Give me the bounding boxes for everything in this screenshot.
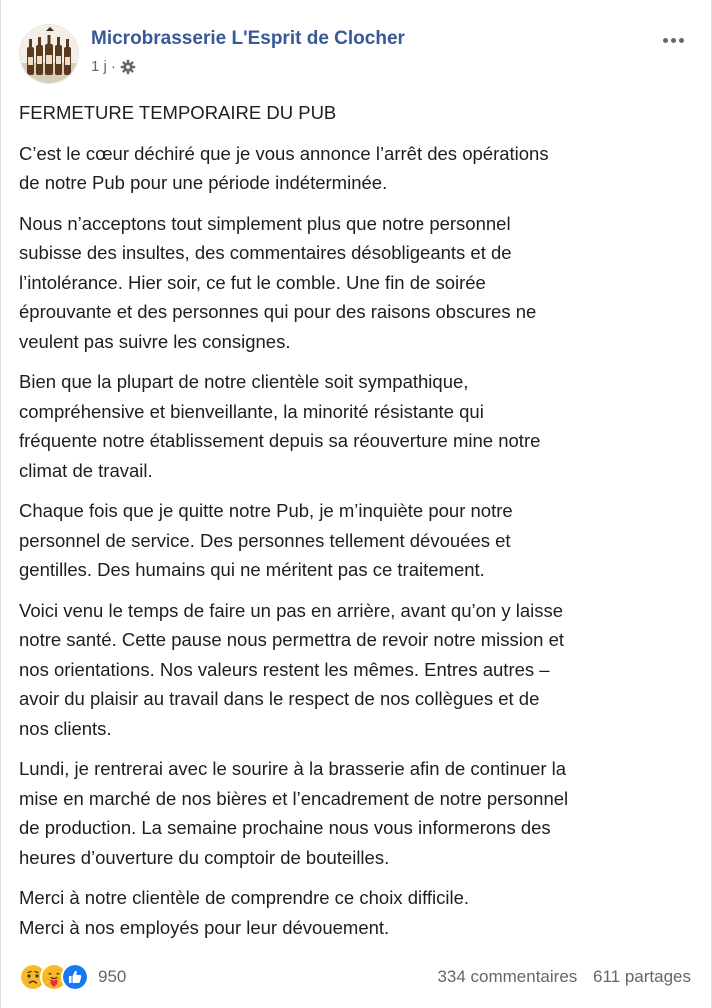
post-text-line: subisse des insultes, des commentaires désobligeants et de bbox=[19, 242, 512, 263]
post-text bbox=[19, 98, 699, 953]
post-text-line: nos clients. bbox=[19, 717, 112, 739]
post-paragraph bbox=[19, 209, 699, 357]
post-text-line: personnel de service. Des personnes tellement dévouées et bbox=[19, 529, 511, 551]
post-timestamp[interactable]: 1 j bbox=[91, 58, 107, 75]
post-header bbox=[19, 22, 695, 86]
post-text-line: Nous n’acceptons tout simplement plus que notre personnel bbox=[19, 212, 511, 234]
post-text-line: l’intolérance. Hier soir, ce fut le comble. Une fin de soirée bbox=[19, 271, 486, 293]
post-text-line: C’est le cœur déchiré que je vous annonce l’arrêt des opérations bbox=[19, 142, 549, 164]
meta-separator: · bbox=[110, 58, 116, 75]
post-paragraph bbox=[19, 139, 699, 198]
post-footer bbox=[19, 960, 691, 996]
post-text-line: FERMETURE TEMPORAIRE DU PUB bbox=[19, 102, 337, 123]
post-text-line: éprouvante et des personnes qui pour des raisons obscures ne bbox=[19, 301, 537, 322]
post-text-line: climat de travail. bbox=[19, 459, 153, 481]
post-paragraph bbox=[19, 496, 699, 585]
post-stats bbox=[437, 967, 691, 987]
post-text-line: fréquente notre établissement depuis sa réouverture mine notre bbox=[19, 430, 541, 451]
post-text-line: Bien que la plupart de notre clientèle soit sympathique, bbox=[19, 371, 469, 392]
ellipsis-icon[interactable] bbox=[659, 30, 687, 50]
post-text-line: compréhensive et bienveillante, la minorité résistante qui bbox=[19, 400, 484, 422]
post-text-line: mise en marché de nos bières et l’encadrement de notre personnel bbox=[19, 787, 569, 809]
post-text-line: Voici venu le temps de faire un pas en arrière, avant qu’on y laisse bbox=[19, 599, 564, 621]
page-name-link[interactable]: Microbrasserie L'Esprit de Clocher bbox=[91, 28, 405, 49]
post-paragraph bbox=[19, 754, 699, 872]
post-paragraph bbox=[19, 367, 699, 485]
post-text-line: heures d’ouverture du comptoir de bouteilles. bbox=[19, 846, 390, 868]
post-paragraph bbox=[19, 98, 699, 128]
post-text-line: Lundi, je rentrerai avec le sourire à la brasserie afin de continuer la bbox=[19, 758, 567, 779]
post-text-line: nos orientations. Nos valeurs restent les mêmes. Entres autres – bbox=[19, 658, 550, 680]
post-paragraph bbox=[19, 883, 699, 942]
reaction-count[interactable]: 950 bbox=[98, 967, 127, 986]
post-text-line: notre santé. Cette pause nous permettra de revoir notre mission et bbox=[19, 629, 565, 650]
post-text-line: de notre Pub pour une période indéterminée. bbox=[19, 172, 388, 193]
post-text-line: Merci à nos employés pour leur dévouement. bbox=[19, 916, 390, 938]
shares-count-link[interactable]: 611 partages bbox=[593, 967, 691, 986]
beer-bottles-logo-icon bbox=[20, 25, 79, 84]
post-text-line: gentilles. Des humains qui ne méritent pas ce traitement. bbox=[19, 559, 485, 580]
page-avatar[interactable] bbox=[19, 24, 79, 84]
like-icon bbox=[61, 963, 89, 991]
post-text-line: Chaque fois que je quitte notre Pub, je m’inquiète pour notre bbox=[19, 500, 513, 521]
post-paragraph bbox=[19, 596, 699, 744]
reactions-summary[interactable] bbox=[19, 963, 126, 991]
post-text-line: avoir du plaisir au travail dans le respect de nos collègues et de bbox=[19, 688, 540, 709]
gear-icon[interactable] bbox=[120, 59, 136, 75]
post-text-line: veulent pas suivre les consignes. bbox=[19, 330, 291, 352]
post-text-line: Merci à notre clientèle de comprendre ce choix difficile. bbox=[19, 887, 470, 908]
post-text-line: de production. La semaine prochaine nous vous informerons des bbox=[19, 817, 551, 838]
comments-count-link[interactable]: 334 commentaires bbox=[437, 967, 578, 986]
post-meta bbox=[91, 58, 136, 75]
